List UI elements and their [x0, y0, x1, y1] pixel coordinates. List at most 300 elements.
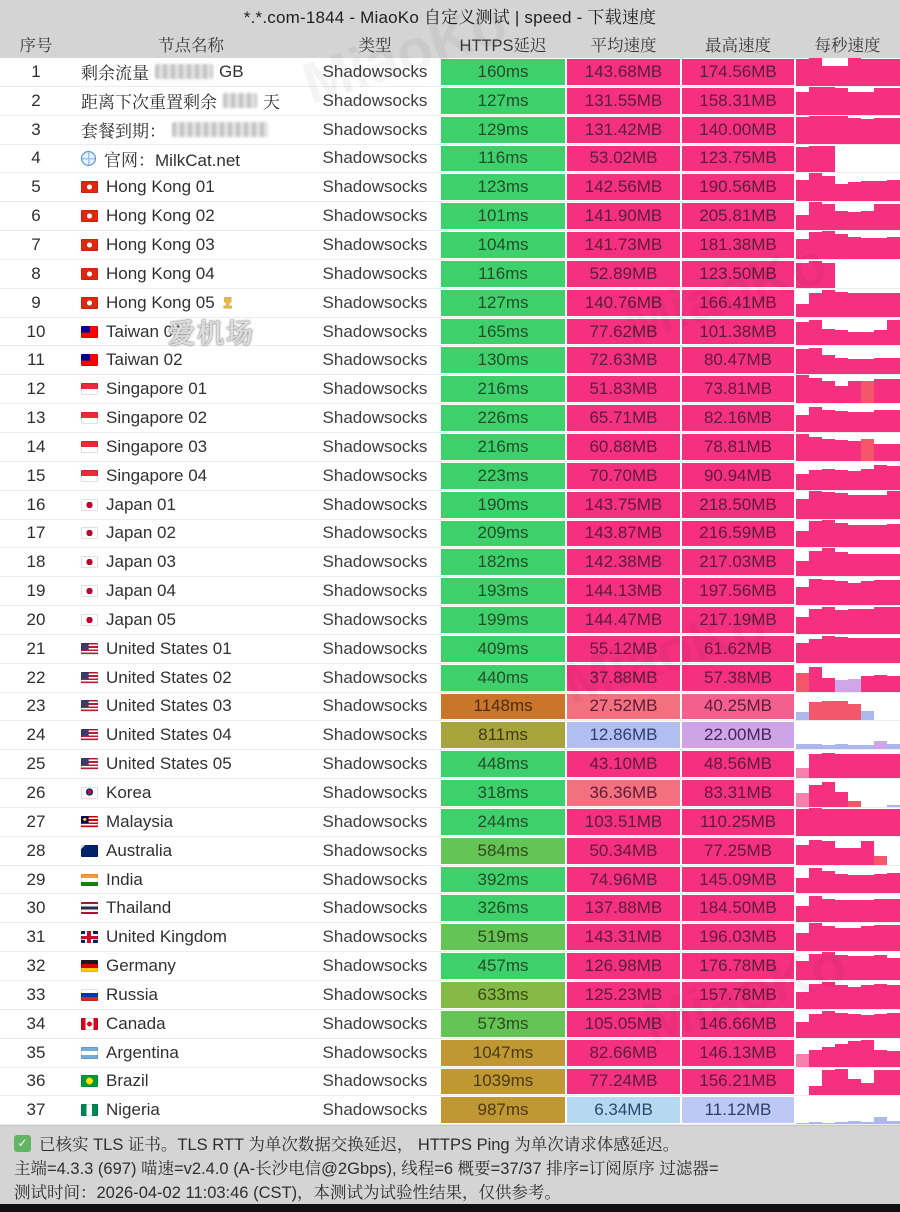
spark-bar — [822, 381, 835, 403]
spark-bar — [887, 320, 900, 345]
spark-bar — [796, 587, 809, 605]
spark-bar — [848, 1121, 861, 1124]
node-name-cell — [72, 577, 310, 605]
node-name-text: Singapore 02 — [106, 408, 208, 428]
node-type-cell: Shadowsocks — [322, 609, 428, 629]
node-name-cell — [72, 1039, 310, 1067]
table-row — [0, 202, 900, 231]
node-type-cell: Shadowsocks — [322, 379, 428, 399]
spark-bar — [848, 809, 861, 835]
row-index: 12 — [26, 379, 46, 399]
spark-bar — [874, 580, 887, 605]
avg-speed-cell: 27.52MB — [566, 693, 681, 721]
row-index: 14 — [26, 436, 46, 456]
avg-speed-cell: 142.38MB — [566, 548, 681, 576]
spark-bar — [796, 180, 809, 201]
spark-bar — [822, 290, 835, 316]
spark-bar — [887, 985, 900, 1009]
latency-cell: 392ms — [440, 866, 566, 894]
spark-bar — [848, 441, 861, 460]
flag-icon-hk — [81, 210, 98, 222]
spark-bar — [835, 900, 848, 922]
flag-icon-us — [81, 729, 98, 741]
latency-cell: 101ms — [440, 202, 566, 230]
latency-cell: 130ms — [440, 346, 566, 374]
latency-cell: 409ms — [440, 635, 566, 663]
table-row — [0, 1039, 900, 1068]
spark-bar — [796, 845, 809, 864]
avg-speed-cell: 74.96MB — [566, 866, 681, 894]
spark-bar — [809, 702, 822, 720]
table-row — [0, 894, 900, 923]
node-name-cell — [72, 260, 310, 288]
sparkline-bars — [796, 808, 900, 836]
spark-bar — [874, 1050, 887, 1067]
row-index: 6 — [31, 206, 41, 226]
flag-icon-hk — [81, 297, 98, 309]
spark-bar — [809, 744, 822, 750]
table-row — [0, 87, 900, 116]
latency-cell: 127ms — [440, 289, 566, 317]
spark-bar — [887, 1070, 900, 1095]
flag-icon-jp — [81, 614, 98, 626]
node-name-text: Singapore 01 — [106, 379, 208, 399]
spark-bar — [809, 984, 822, 1009]
node-type-cell: Shadowsocks — [322, 754, 428, 774]
col-header-https-latency: HTTPS延迟 — [459, 37, 547, 55]
max-speed-cell: 196.03MB — [681, 923, 795, 951]
node-name-text: United States 05 — [106, 754, 232, 774]
avg-speed-cell: 142.56MB — [566, 173, 681, 201]
spark-bar — [809, 470, 822, 489]
spark-bar — [848, 359, 861, 375]
spark-bar — [835, 358, 848, 375]
avg-speed-cell: 103.51MB — [566, 808, 681, 836]
table-row — [0, 1010, 900, 1039]
spark-bar — [835, 874, 848, 893]
avg-speed-cell: 77.62MB — [566, 318, 681, 346]
spark-bar — [822, 469, 835, 490]
spark-bar — [874, 1117, 887, 1124]
spark-bar — [835, 330, 848, 345]
node-type-cell: Shadowsocks — [322, 206, 428, 226]
spark-bar — [796, 263, 809, 288]
latency-cell: 199ms — [440, 606, 566, 634]
spark-bar — [822, 355, 835, 374]
spark-bar — [887, 638, 900, 663]
spark-bar — [822, 701, 835, 720]
max-speed-cell: 11.12MB — [681, 1096, 795, 1124]
avg-speed-cell: 144.47MB — [566, 606, 681, 634]
node-name-text: Singapore 04 — [106, 465, 208, 485]
speed-sparkline — [795, 173, 900, 201]
spark-bar — [796, 304, 809, 317]
spark-bar — [796, 992, 809, 1009]
node-name-text: India — [106, 869, 143, 889]
spark-bar — [835, 848, 848, 865]
avg-speed-cell: 140.76MB — [566, 289, 681, 317]
table-row — [0, 520, 900, 549]
spark-bar — [887, 805, 900, 807]
node-type-cell: Shadowsocks — [322, 552, 428, 572]
max-speed-cell: 73.81MB — [681, 375, 795, 403]
spark-bar — [822, 1011, 835, 1037]
spark-bar — [848, 704, 861, 721]
spark-bar — [796, 92, 809, 115]
spark-bar — [822, 492, 835, 518]
node-name-cell — [72, 664, 310, 692]
spark-bar — [848, 848, 861, 865]
spark-bar — [809, 667, 822, 692]
spark-bar — [809, 521, 822, 547]
latency-cell: 519ms — [440, 923, 566, 951]
spark-bar — [796, 531, 809, 548]
row-index: 10 — [26, 321, 46, 341]
spark-bar — [835, 701, 848, 720]
avg-speed-cell: 60.88MB — [566, 433, 681, 461]
spark-bar — [809, 754, 822, 778]
spark-bar — [861, 119, 874, 144]
node-name-cell — [72, 491, 310, 519]
verified-check-icon: ✓ — [14, 1135, 31, 1152]
sparkline-bars — [796, 520, 900, 548]
node-type-cell: Shadowsocks — [322, 725, 428, 745]
spark-bar — [848, 987, 861, 1009]
table-row — [0, 779, 900, 808]
speed-sparkline — [795, 202, 900, 230]
max-speed-cell: 83.31MB — [681, 779, 795, 807]
spark-bar — [822, 753, 835, 778]
spark-bar — [861, 181, 874, 202]
spark-bar — [835, 211, 848, 230]
spark-bar — [861, 875, 874, 893]
spark-bar — [874, 899, 887, 923]
avg-speed-cell: 77.24MB — [566, 1068, 681, 1096]
spark-bar — [887, 410, 900, 432]
spark-bar — [835, 552, 848, 576]
row-index: 9 — [31, 292, 41, 312]
spark-bar — [822, 809, 835, 836]
node-type-cell: Shadowsocks — [322, 465, 428, 485]
speed-sparkline — [795, 721, 900, 749]
speed-sparkline — [795, 606, 900, 634]
redacted-text — [155, 64, 213, 79]
spark-bar — [887, 88, 900, 114]
table-row — [0, 58, 900, 87]
spark-bar — [861, 554, 874, 576]
row-index: 29 — [26, 869, 46, 889]
spark-bar — [796, 617, 809, 634]
spark-bar — [822, 926, 835, 951]
table-row — [0, 548, 900, 577]
spark-bar — [822, 607, 835, 633]
row-index: 15 — [26, 465, 46, 485]
node-name-cell — [72, 375, 310, 403]
latency-cell: 244ms — [440, 808, 566, 836]
max-speed-cell: 217.19MB — [681, 606, 795, 634]
spark-bar — [796, 375, 809, 403]
avg-speed-cell: 55.12MB — [566, 635, 681, 663]
spark-bar — [796, 322, 809, 346]
spark-bar — [809, 87, 822, 115]
node-type-cell: Shadowsocks — [322, 811, 428, 831]
sparkline-bars — [796, 866, 900, 894]
table-row — [0, 750, 900, 779]
row-index: 36 — [26, 1071, 46, 1091]
spark-bar — [848, 381, 861, 403]
latency-cell: 457ms — [440, 952, 566, 980]
max-speed-cell: 123.75MB — [681, 145, 795, 173]
spark-bar — [796, 643, 809, 662]
avg-speed-cell: 50.34MB — [566, 837, 681, 865]
spark-bar — [848, 745, 861, 749]
node-name-cell — [72, 721, 310, 749]
node-name-cell — [72, 1010, 310, 1038]
flag-icon-br — [81, 1075, 98, 1087]
row-index: 17 — [26, 523, 46, 543]
node-type-cell: Shadowsocks — [322, 523, 428, 543]
avg-speed-cell: 141.73MB — [566, 231, 681, 259]
sparkline-bars — [796, 664, 900, 692]
latency-cell: 104ms — [440, 231, 566, 259]
node-name-text: United States 03 — [106, 696, 232, 716]
speed-sparkline — [795, 346, 900, 374]
node-name-text: Hong Kong 02 — [106, 206, 215, 226]
spark-bar — [809, 232, 822, 258]
sparkline-bars — [796, 952, 900, 980]
spark-bar — [835, 792, 848, 807]
latency-cell: 216ms — [440, 433, 566, 461]
page-title: *.*.com-1844 - MiaoKo 自定义测试 | speed - 下载速度 — [0, 0, 900, 30]
spark-bar — [848, 1079, 861, 1096]
node-name-text: Hong Kong 04 — [106, 263, 215, 283]
row-index: 34 — [26, 1013, 46, 1033]
flag-icon-ar — [81, 1047, 98, 1059]
table-row — [0, 375, 900, 404]
row-index: 26 — [26, 783, 46, 803]
flag-icon-ca — [81, 1018, 98, 1030]
spark-bar — [809, 1086, 822, 1096]
node-name-cell — [72, 318, 310, 346]
max-speed-cell: 48.56MB — [681, 750, 795, 778]
spark-bar — [796, 561, 809, 576]
spark-bar — [822, 1070, 835, 1095]
table-row — [0, 1068, 900, 1097]
sparkline-bars — [796, 375, 900, 403]
col-header-max-speed: 最高速度 — [705, 37, 771, 55]
spark-bar — [887, 744, 900, 750]
spark-bar — [835, 493, 848, 518]
spark-bar — [887, 466, 900, 490]
spark-bar — [848, 412, 861, 431]
spark-bar — [835, 1122, 848, 1124]
spark-bar — [861, 59, 874, 85]
sparkline-bars — [796, 1010, 900, 1038]
spark-bar — [887, 1013, 900, 1038]
max-speed-cell: 145.09MB — [681, 866, 795, 894]
spark-bar — [809, 146, 822, 172]
node-name-cell — [72, 202, 310, 230]
spark-bar — [835, 1069, 848, 1095]
spark-bar — [835, 470, 848, 489]
node-type-cell: Shadowsocks — [322, 581, 428, 601]
node-name-suffix: GB — [219, 61, 244, 81]
latency-cell: 633ms — [440, 981, 566, 1009]
spark-bar — [835, 955, 848, 980]
spark-bar — [874, 925, 887, 951]
avg-speed-cell: 70.70MB — [566, 462, 681, 490]
speed-sparkline — [795, 58, 900, 86]
latency-cell: 193ms — [440, 577, 566, 605]
node-type-cell: Shadowsocks — [322, 61, 428, 81]
spark-bar — [822, 1123, 835, 1124]
avg-speed-cell: 12.86MB — [566, 721, 681, 749]
spark-bar — [835, 88, 848, 114]
latency-cell: 987ms — [440, 1096, 566, 1124]
avg-speed-cell: 43.10MB — [566, 750, 681, 778]
avg-speed-cell: 137.88MB — [566, 894, 681, 922]
footer-line-version: 主端=4.3.3 (697) 喵速=v2.4.0 (A-长沙电信@2Gbps), 线程=6 概要=37/37 排序=订阅原序 过滤器= — [14, 1160, 719, 1178]
avg-speed-cell: 37.88MB — [566, 664, 681, 692]
node-type-cell: Shadowsocks — [322, 1100, 428, 1120]
node-name-text: Malaysia — [106, 811, 174, 831]
spark-bar — [887, 899, 900, 923]
flag-icon-kr — [81, 787, 98, 799]
spark-bar — [796, 147, 809, 173]
flag-icon-us — [81, 643, 98, 655]
node-type-cell: Shadowsocks — [322, 90, 428, 110]
spark-bar — [809, 896, 822, 922]
row-index: 32 — [26, 956, 46, 976]
sparkline-bars — [796, 779, 900, 807]
sparkline-bars — [796, 462, 900, 490]
sparkline-bars — [796, 1068, 900, 1096]
avg-speed-cell: 126.98MB — [566, 952, 681, 980]
max-speed-cell: 157.78MB — [681, 981, 795, 1009]
spark-bar — [861, 754, 874, 778]
col-header-type: 类型 — [358, 37, 392, 55]
spark-bar — [887, 925, 900, 951]
node-type-cell: Shadowsocks — [322, 638, 428, 658]
latency-cell: 223ms — [440, 462, 566, 490]
node-type-cell: Shadowsocks — [322, 1071, 428, 1091]
spark-bar — [874, 358, 887, 375]
spark-bar — [796, 744, 809, 749]
node-type-cell: Shadowsocks — [322, 984, 428, 1004]
spark-bar — [809, 116, 822, 144]
max-speed-cell: 22.00MB — [681, 721, 795, 749]
sparkline-bars — [796, 58, 900, 86]
spark-bar — [861, 359, 874, 374]
row-index: 19 — [26, 581, 46, 601]
table-row — [0, 173, 900, 202]
spark-bar — [874, 741, 887, 749]
spark-bar — [835, 523, 848, 547]
node-type-cell: Shadowsocks — [322, 869, 428, 889]
spark-bar — [796, 215, 809, 230]
spark-bar — [822, 439, 835, 461]
max-speed-cell: 184.50MB — [681, 894, 795, 922]
node-name-text: Argentina — [106, 1042, 179, 1062]
spark-bar — [861, 926, 874, 951]
spark-bar — [861, 581, 874, 605]
spark-bar — [861, 238, 874, 259]
spark-bar — [822, 841, 835, 865]
node-name-text: Japan 02 — [106, 523, 176, 543]
spark-bar — [822, 580, 835, 605]
spark-bar — [822, 1047, 835, 1066]
spark-bar — [809, 261, 822, 287]
spark-bar — [796, 499, 809, 518]
spark-bar — [848, 1041, 861, 1066]
spark-bar — [796, 117, 809, 143]
avg-speed-cell: 131.55MB — [566, 87, 681, 115]
sparkline-bars — [796, 606, 900, 634]
node-name-text: United States 04 — [106, 725, 232, 745]
spark-bar — [796, 349, 809, 374]
node-name-cell — [72, 837, 310, 865]
node-name-cell — [72, 87, 310, 115]
max-speed-cell: 156.21MB — [681, 1068, 795, 1096]
spark-bar — [861, 1083, 874, 1096]
node-type-cell: Shadowsocks — [322, 263, 428, 283]
spark-bar — [796, 793, 809, 807]
node-type-cell: Shadowsocks — [322, 119, 428, 139]
spark-bar — [848, 525, 861, 547]
spark-bar — [861, 711, 874, 721]
spark-bar — [835, 386, 848, 403]
spark-bar — [809, 1122, 822, 1124]
table-row — [0, 346, 900, 375]
table-row — [0, 952, 900, 981]
spark-bar — [861, 900, 874, 922]
row-index: 5 — [31, 177, 41, 197]
spark-bar — [835, 985, 848, 1009]
sparkline-bars — [796, 635, 900, 663]
row-index: 21 — [26, 638, 46, 658]
speed-sparkline — [795, 260, 900, 288]
spark-bar — [874, 88, 887, 114]
latency-cell: 123ms — [440, 173, 566, 201]
node-name-cell — [72, 289, 310, 317]
spark-bar — [835, 66, 848, 86]
max-speed-cell: 174.56MB — [681, 58, 795, 86]
speed-sparkline — [795, 577, 900, 605]
node-type-cell: Shadowsocks — [322, 292, 428, 312]
speed-sparkline — [795, 462, 900, 490]
spark-bar — [874, 204, 887, 230]
speed-sparkline — [795, 116, 900, 144]
spark-bar — [822, 636, 835, 662]
spark-bar — [874, 1070, 887, 1095]
spark-bar — [809, 173, 822, 201]
sparkline-bars — [796, 693, 900, 721]
table-row — [0, 837, 900, 866]
redacted-text — [172, 122, 268, 137]
spark-bar — [861, 412, 874, 431]
spark-bar — [874, 410, 887, 432]
avg-speed-cell: 143.68MB — [566, 58, 681, 86]
spark-bar — [887, 491, 900, 519]
speed-sparkline — [795, 318, 900, 346]
avg-speed-cell: 51.83MB — [566, 375, 681, 403]
watermark-airport: 爱机场 — [168, 319, 255, 349]
node-name-cell — [72, 1096, 310, 1124]
spark-bar — [822, 548, 835, 576]
speed-sparkline — [795, 1010, 900, 1038]
sparkline-bars — [796, 87, 900, 115]
node-name-text: Singapore 03 — [106, 436, 208, 456]
